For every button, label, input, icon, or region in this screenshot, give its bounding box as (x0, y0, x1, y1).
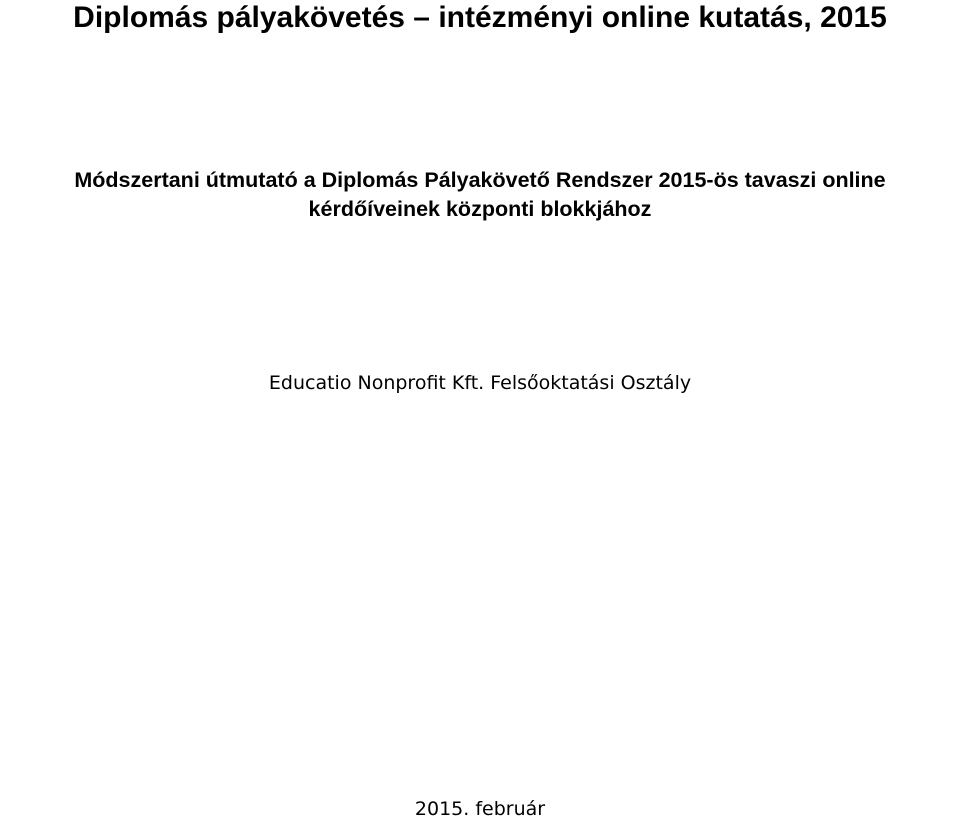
subtitle-line-1: Módszertani útmutató a Diplomás Pályakövető Rendszer 2015-ös tavaszi online (74, 168, 886, 192)
subtitle-line-2: kérdőíveinek központi blokkjához (308, 197, 652, 221)
document-subtitle (0, 166, 960, 224)
organization-name: Educatio Nonprofit Kft. Felsőoktatási Osztály (268, 372, 692, 394)
publication-date: 2015. február (414, 798, 546, 820)
document-title: Diplomás pályakövetés – intézményi online kutatás, 2015 (73, 1, 887, 34)
